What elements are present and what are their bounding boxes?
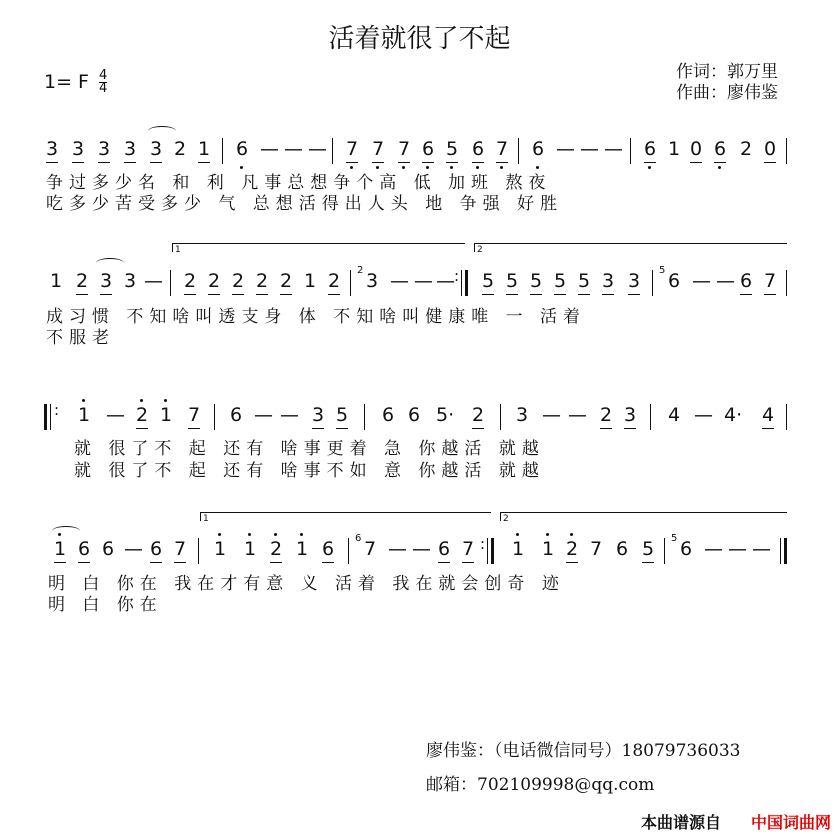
barline	[214, 404, 215, 430]
note	[134, 404, 150, 426]
note	[444, 138, 460, 160]
note: 1	[303, 270, 317, 292]
time-sig-den: 4	[99, 81, 108, 96]
note: 6	[381, 404, 395, 426]
dash: —	[752, 538, 771, 560]
note	[642, 138, 658, 160]
high-dot	[248, 533, 251, 536]
note: 7	[763, 270, 777, 292]
note-value: 1	[541, 538, 555, 560]
lyrics-verse-1: 争过多少名 和 利 凡事总想争个高 低 加班 熬夜	[46, 173, 552, 193]
note	[268, 538, 284, 560]
note: 3	[123, 270, 137, 292]
high-dot	[82, 399, 85, 402]
dash: —	[694, 404, 713, 426]
note: 5	[335, 404, 349, 426]
note: 7	[187, 404, 201, 426]
contact-email: 邮箱：702109998@qq.com	[426, 775, 655, 795]
note: 7	[173, 538, 187, 560]
note: 7	[461, 538, 475, 560]
final-bar	[784, 538, 787, 564]
note	[420, 138, 436, 160]
note: 6	[77, 538, 91, 560]
lyrics-verse-1: 成习惯 不知啥叫透支身 体 不知啥叫健康唯 一 活着	[46, 307, 587, 327]
note-value: 7	[397, 138, 411, 160]
note-value: 1	[511, 538, 525, 560]
high-dot	[140, 399, 143, 402]
note	[234, 138, 250, 160]
note	[470, 138, 486, 160]
note: 5	[641, 538, 655, 560]
high-dot	[570, 533, 573, 536]
dash: —	[254, 404, 273, 426]
note: 5	[481, 270, 495, 292]
dash: —	[106, 404, 125, 426]
note: 3	[149, 138, 163, 160]
note: 2	[255, 270, 269, 292]
note-value: 6	[679, 538, 693, 560]
barline	[780, 538, 781, 564]
note-value: 7	[495, 138, 509, 160]
repeat-dots: :	[54, 401, 60, 419]
dash: —	[390, 270, 409, 292]
dash: —	[568, 404, 587, 426]
dash: —	[436, 270, 455, 292]
high-dot	[58, 533, 61, 536]
barline	[500, 404, 501, 430]
note	[76, 404, 92, 426]
barline	[786, 138, 787, 164]
note: 5	[553, 270, 567, 292]
note	[344, 138, 360, 160]
start-repeat-bar	[44, 404, 47, 430]
note	[510, 538, 526, 560]
note: 4·	[724, 404, 743, 426]
note-value: 5	[445, 138, 459, 160]
note	[564, 538, 580, 560]
note-value: 3	[365, 270, 379, 292]
note	[370, 138, 386, 160]
slur	[148, 126, 176, 136]
dash: —	[692, 270, 711, 292]
lyrics-verse-2: 就 很了不 起 还有 啥事不如 意 你越活 就越	[74, 461, 545, 481]
note	[294, 538, 310, 560]
barline	[364, 404, 365, 430]
note-value: 1	[53, 538, 67, 560]
note: 2	[471, 404, 485, 426]
note-value: 6	[643, 138, 657, 160]
note	[242, 538, 258, 560]
barline	[350, 270, 351, 296]
note: 5	[505, 270, 519, 292]
note	[659, 265, 682, 292]
note	[355, 533, 378, 560]
note-value: 1	[243, 538, 257, 560]
dash: —	[542, 404, 561, 426]
dash: —	[716, 270, 735, 292]
barline	[630, 138, 631, 164]
note: 2	[599, 404, 613, 426]
barline	[786, 404, 787, 430]
note: 6	[149, 538, 163, 560]
composer-credit: 作曲：廖伟鉴	[676, 83, 778, 103]
footer-source: 本曲谱源自	[640, 813, 721, 832]
barline	[487, 538, 488, 564]
dash: —	[280, 404, 299, 426]
repeat-dots: :	[454, 267, 460, 285]
note	[158, 404, 174, 426]
high-dot	[546, 533, 549, 536]
note-value: 6	[713, 138, 727, 160]
lyrics-verse-1: 明 白 你在 我在才有意 义 活着 我在就会创奇 迹	[48, 574, 565, 594]
high-dot	[516, 533, 519, 536]
high-dot	[300, 533, 303, 536]
lyrics-verse-2: 吃多少苦受多少 气 总想活得出人头 地 争强 好胜	[46, 194, 564, 214]
note: 2	[231, 270, 245, 292]
note: 5·	[436, 404, 455, 426]
low-dot	[648, 166, 651, 169]
lyrics-verse-1: 就 很了不 起 还有 啥事更着 急 你越活 就越	[74, 439, 545, 459]
note: 3	[623, 404, 637, 426]
grace-note: 2	[357, 265, 364, 276]
barline	[222, 138, 223, 164]
note-value: 7	[345, 138, 359, 160]
note	[530, 138, 546, 160]
note: 3	[515, 404, 529, 426]
barline	[461, 270, 462, 296]
barline	[50, 404, 51, 430]
barline	[348, 538, 349, 564]
lyrics-verse-2: 明 白 你在	[48, 595, 163, 615]
dash: —	[704, 538, 723, 560]
grace-note: 6	[355, 533, 362, 544]
note	[357, 265, 380, 292]
note: 3	[97, 138, 111, 160]
note: 4	[761, 404, 775, 426]
note-value: 6	[235, 138, 249, 160]
volta-number: 2	[477, 245, 483, 255]
contact-phone: 廖伟鉴：（电话微信同号）18079736033	[426, 741, 741, 761]
high-dot	[274, 533, 277, 536]
note-value: 2	[565, 538, 579, 560]
note	[671, 533, 694, 560]
note: 6	[739, 270, 753, 292]
dash: —	[144, 270, 163, 292]
dash: —	[580, 138, 599, 160]
lyricist-credit: 作词：郭万里	[676, 62, 778, 82]
note-value: 6	[531, 138, 545, 160]
dash: —	[124, 538, 143, 560]
note: 3	[123, 138, 137, 160]
barline	[652, 270, 653, 296]
note: 2	[75, 270, 89, 292]
note: 2	[183, 270, 197, 292]
volta-number: 1	[175, 245, 181, 255]
note: 3	[71, 138, 85, 160]
volta-1	[172, 243, 465, 255]
grace-note: 5	[671, 533, 678, 544]
repeat-dots: :	[480, 535, 486, 553]
note-value: 7	[363, 538, 377, 560]
note-value: 6	[471, 138, 485, 160]
note: 6	[101, 538, 115, 560]
volta-2	[500, 512, 787, 524]
slur	[52, 526, 80, 536]
dash: —	[308, 138, 327, 160]
footer-site-link[interactable]: 中国词曲网	[750, 813, 831, 832]
note: 1	[667, 138, 681, 160]
note	[396, 138, 412, 160]
end-repeat-bar	[491, 538, 494, 564]
dash: —	[260, 138, 279, 160]
note: 5	[577, 270, 591, 292]
time-signature	[99, 70, 107, 95]
note-value: 2	[135, 404, 149, 426]
volta-number: 1	[203, 514, 209, 524]
note: 3	[311, 404, 325, 426]
note: 2	[327, 270, 341, 292]
barline	[664, 538, 665, 564]
note: 0	[763, 138, 777, 160]
volta-1	[200, 512, 491, 524]
dash: —	[412, 538, 431, 560]
note: 6	[437, 538, 451, 560]
note-value: 1	[159, 404, 173, 426]
note-value: 6	[667, 270, 681, 292]
note: 6	[229, 404, 243, 426]
note	[52, 538, 68, 560]
volta-number: 2	[503, 514, 509, 524]
end-repeat-bar	[465, 270, 468, 296]
note-value: 7	[371, 138, 385, 160]
note: 1	[197, 138, 211, 160]
note	[540, 538, 556, 560]
dash: —	[414, 270, 433, 292]
note-value: 1	[295, 538, 309, 560]
note: 3	[45, 138, 59, 160]
high-dot	[164, 399, 167, 402]
note: 3	[627, 270, 641, 292]
note: 2	[279, 270, 293, 292]
note: 2	[173, 138, 187, 160]
barline	[332, 138, 333, 164]
key-label: 1= F	[44, 71, 89, 93]
note	[494, 138, 510, 160]
note: 6	[407, 404, 421, 426]
note: 3	[601, 270, 615, 292]
barline	[198, 538, 199, 564]
barline	[786, 270, 787, 296]
grace-note: 5	[659, 265, 666, 276]
note: 3	[99, 270, 113, 292]
key-signature	[44, 70, 107, 95]
dash: —	[728, 538, 747, 560]
note: 6	[615, 538, 629, 560]
barline	[518, 138, 519, 164]
note: 5	[529, 270, 543, 292]
dash: —	[604, 138, 623, 160]
dash: —	[284, 138, 303, 160]
low-dot	[718, 166, 721, 169]
time-sig-num: 4	[99, 68, 108, 83]
note-value: 1	[213, 538, 227, 560]
high-dot	[218, 533, 221, 536]
barline	[170, 270, 171, 296]
note: 0	[689, 138, 703, 160]
note: 2	[207, 270, 221, 292]
slur	[96, 258, 124, 268]
volta-2	[474, 243, 787, 255]
note: 4	[667, 404, 681, 426]
lyrics-verse-2: 不服老	[46, 328, 115, 348]
dash: —	[556, 138, 575, 160]
note: 7	[589, 538, 603, 560]
note: 6	[321, 538, 335, 560]
barline	[650, 404, 651, 430]
note-value: 2	[269, 538, 283, 560]
note-value: 6	[421, 138, 435, 160]
note: 2	[739, 138, 753, 160]
note-value: 1	[77, 404, 91, 426]
dash: —	[388, 538, 407, 560]
page-title: 活着就很了不起	[328, 24, 511, 54]
note: 1	[49, 270, 63, 292]
note	[212, 538, 228, 560]
note	[712, 138, 728, 160]
